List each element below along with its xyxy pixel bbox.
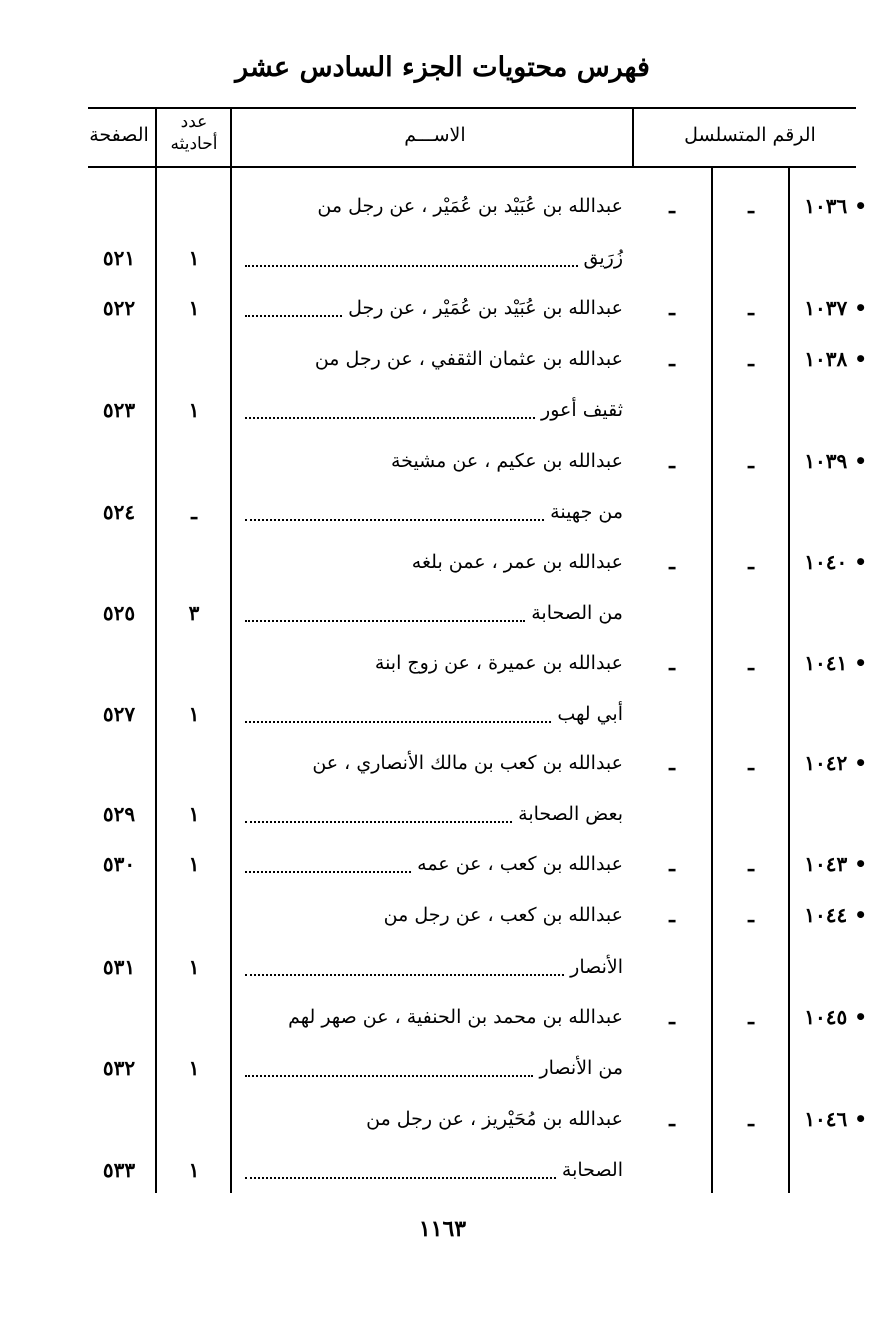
dotted-leader: [245, 721, 551, 723]
entry-hadith-count: ١: [188, 1158, 200, 1182]
dotted-leader: [245, 1075, 533, 1077]
dotted-leader: [245, 265, 578, 267]
entry-hadith-count: ١: [188, 802, 200, 826]
entry-serial-dash: ـ: [748, 1107, 754, 1131]
entry-hadith-count: ١: [188, 955, 200, 979]
entry-serial-dash: ـ: [669, 751, 675, 775]
entry-serial-dash: ـ: [748, 296, 754, 320]
dotted-leader: [245, 1177, 556, 1179]
entry-serial-dash: ـ: [748, 903, 754, 927]
entry-page: ٥٣١: [102, 955, 136, 979]
header-name: الاســـم: [404, 124, 466, 146]
entry-hadith-count: ١: [188, 852, 200, 876]
entry-page: ٥٢٤: [102, 500, 136, 524]
page-number: ١١٦٣: [418, 1216, 467, 1242]
entry-serial-dash: ـ: [669, 449, 675, 473]
header-bottom-rule: [88, 166, 856, 168]
entry-name-line: عبدالله بن مُحَيْريز ، عن رجل من: [366, 1108, 623, 1130]
entry-name-line: عبدالله بن عكيم ، عن مشيخة: [391, 450, 623, 472]
entry-serial-dash: ـ: [669, 550, 675, 574]
entry-hadith-count: ١: [188, 702, 200, 726]
entry-serial-dash: ـ: [669, 1005, 675, 1029]
entry-serial-number: ١٠٤٢ •: [804, 751, 867, 775]
dotted-leader: [245, 974, 564, 976]
entry-hadith-count: ١: [188, 296, 200, 320]
dotted-leader: [245, 519, 544, 521]
entry-serial-number: ١٠٣٦ •: [804, 194, 867, 218]
table-top-rule: [88, 107, 856, 109]
dotted-leader: [245, 417, 535, 419]
entry-page: ٥٢١: [102, 246, 136, 270]
entry-serial-number: ١٠٣٩ •: [804, 449, 867, 473]
entry-name-continuation: من الصحابة: [531, 602, 623, 624]
entry-hadith-count: ١: [188, 398, 200, 422]
entry-serial-number: ١٠٤٥ •: [804, 1005, 867, 1029]
entry-name-line: عبدالله بن محمد بن الحنفية ، عن صهر لهم: [288, 1006, 623, 1028]
entry-serial-number: ١٠٤٣ •: [804, 852, 867, 876]
entry-hadith-count: ١: [188, 1056, 200, 1080]
entry-serial-number: ١٠٤١ •: [804, 651, 867, 675]
entry-name-line: عبدالله بن عُبَيْد بن عُمَيْر ، عن رجل من: [317, 195, 623, 217]
entry-name-continuation: زُرَيق: [583, 247, 623, 269]
entry-serial-dash: ـ: [748, 550, 754, 574]
entry-serial-dash: ـ: [669, 347, 675, 371]
entry-serial-dash: ـ: [748, 194, 754, 218]
entry-serial-number: ١٠٤٦ •: [804, 1107, 867, 1131]
entry-page: ٥٢٥: [102, 601, 136, 625]
header-page: الصفحة: [89, 124, 149, 146]
entry-serial-dash: ـ: [669, 651, 675, 675]
entry-name-line: عبدالله بن عثمان الثقفي ، عن رجل من: [314, 348, 623, 370]
entry-serial-dash: ـ: [748, 1005, 754, 1029]
entry-name-line: عبدالله بن كعب ، عن عمه: [417, 853, 623, 875]
dotted-leader: [245, 821, 512, 823]
header-hadith-count-1: عدد: [180, 112, 208, 132]
entry-name-line: عبدالله بن كعب بن مالك الأنصاري ، عن: [312, 752, 623, 774]
entry-serial-number: ١٠٣٧ •: [804, 296, 867, 320]
entry-name-continuation: من جهينة: [550, 501, 623, 523]
entry-name-line: عبدالله بن كعب ، عن رجل من: [383, 904, 623, 926]
entry-page: ٥٢٩: [102, 802, 136, 826]
entry-serial-dash: ـ: [669, 852, 675, 876]
header-hadith-count-2: أحاديثه: [170, 134, 218, 154]
entry-name-continuation: من الأنصار: [539, 1057, 623, 1079]
entry-page: ٥٣٣: [102, 1158, 136, 1182]
entry-hadith-count: ٣: [188, 601, 200, 625]
entry-page: ٥٣٠: [102, 852, 136, 876]
entry-name-continuation: الصحابة: [561, 1159, 623, 1181]
entry-name-line: عبدالله بن عمر ، عمن بلغه: [411, 551, 623, 573]
page-title: فهرس محتويات الجزء السادس عشر: [235, 52, 650, 83]
entry-hadith-count: ـ: [191, 500, 197, 524]
entry-name-line: عبدالله بن عُبَيْد بن عُمَيْر ، عن رجل: [348, 297, 623, 319]
entry-page: ٥٢٣: [102, 398, 136, 422]
entry-name-continuation: الأنصار: [570, 956, 623, 978]
entry-page: ٥٢٢: [102, 296, 136, 320]
entry-page: ٥٢٧: [102, 702, 136, 726]
entry-serial-number: ١٠٤٤ •: [804, 903, 867, 927]
entry-serial-dash: ـ: [669, 1107, 675, 1131]
entry-serial-dash: ـ: [748, 751, 754, 775]
entry-name-continuation: أبي لهب: [557, 703, 623, 725]
entry-serial-number: ١٠٣٨ •: [804, 347, 867, 371]
entry-name-continuation: بعض الصحابة: [518, 803, 623, 825]
entry-name-line: عبدالله بن عميرة ، عن زوج ابنة: [374, 652, 623, 674]
dotted-leader: [245, 620, 525, 622]
entry-serial-number: ١٠٤٠ •: [804, 550, 867, 574]
entry-serial-dash: ـ: [748, 651, 754, 675]
entry-hadith-count: ١: [188, 246, 200, 270]
entry-serial-dash: ـ: [669, 903, 675, 927]
entry-serial-dash: ـ: [748, 852, 754, 876]
entry-serial-dash: ـ: [748, 449, 754, 473]
dotted-leader: [245, 315, 342, 317]
column-divider-serial-left: [632, 108, 634, 166]
dotted-leader: [245, 871, 411, 873]
entry-serial-dash: ـ: [669, 194, 675, 218]
entry-serial-dash: ـ: [669, 296, 675, 320]
entry-name-continuation: ثقيف أعور: [541, 399, 623, 421]
entry-serial-dash: ـ: [748, 347, 754, 371]
entry-page: ٥٣٢: [102, 1056, 136, 1080]
header-serial: الرقم المتسلسل: [684, 124, 816, 146]
